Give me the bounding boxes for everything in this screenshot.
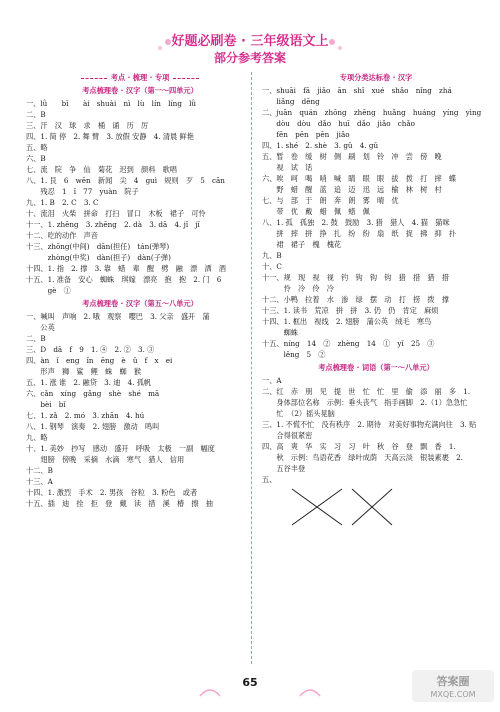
- answer-line: 二、juān quán zhōng zhēng huǎng huáng yíng yìng: [262, 108, 482, 117]
- answer-line: 公英: [26, 323, 55, 332]
- answer-line: 六、唉 呵 喝 哨 喊 睛 眼 眼 拔 拨 打 摔 蝶: [262, 174, 457, 183]
- answer-line: 忙 （2）摇头晃脑: [262, 409, 335, 418]
- answer-line: 九、B: [262, 251, 282, 260]
- answer-line: 一、喊叫 声响 2. 哦 观察 嘤巴 3. 父亲 盛开 蒲: [26, 312, 210, 321]
- answer-line: 八、1. 钢琴 演奏 2. 翅膀 激动 鸣叫: [26, 422, 160, 431]
- answer-line: 十五、níng 14 ② zhèng 14 ① yǐ 25 ③: [262, 339, 435, 348]
- matching-lines-diagram: [282, 485, 402, 529]
- section-heading: 考点梳理卷 · 汉字（第五～八单元）: [82, 299, 198, 308]
- answer-line: 一、shuāi fā jiǎo ān shǐ xué shǎo nǐng zhá: [262, 86, 452, 95]
- answer-line: 蜘蛛: [262, 328, 298, 337]
- answer-line: 十五、插 迪 拴 拒 登 戴 读 措 溪 椿 擦 抽: [26, 499, 213, 508]
- page-number: 65: [242, 676, 258, 689]
- answer-line: 八、1. 孤 孤独 2. 鼓 鼓励 3. 猎 猎人 4. 猫 猫咪: [262, 218, 450, 227]
- watermark-logo: [412, 670, 494, 702]
- svg-text:MXQE.COM: MXQE.COM: [430, 690, 476, 699]
- answer-line: 十四、1. 指 2. 撑 3. 靠 蜡 辈 醒 劈 融 漂 洒 酒: [26, 264, 226, 273]
- answer-line: dòu dòu dǎo huī dǎo jiǎo chǎo: [262, 119, 416, 128]
- answer-line: 二、红 赤 朋 见 提 世 忙 忙 里 偷 添 丽 多 1.: [262, 387, 471, 396]
- answer-line: 视 试 话: [262, 163, 313, 172]
- answer-line: 四、高 爽 华 实 习 习 叶 秋 谷 登 飘 香 1.: [262, 442, 456, 451]
- answer-line: 三、汗 汉 球 求 桶 诵 历 厉: [26, 121, 149, 130]
- answer-line: 十、C: [262, 262, 282, 271]
- answer-line: 六、cǎn xíng gǎng shè shé mā: [26, 389, 160, 398]
- answer-line: fēn pēn pēn jiǎo: [262, 130, 350, 139]
- answer-line: 十、1. 美妙 抄写 感动 盛开 呼吸 太极 一副 幅度: [26, 444, 215, 453]
- left-column: [26, 70, 254, 509]
- answer-line: 形声 狮 鲨 鲤 蛛 蜘 猴: [26, 367, 142, 376]
- answer-line: bèi bǐ: [26, 400, 66, 409]
- answer-line: liǎng dēng: [262, 97, 320, 106]
- answer-line: 六、B: [26, 154, 46, 163]
- right-column: [262, 70, 490, 532]
- answer-line: 拼 摔 拼 挣 扎 纷 纷 扇 纸 捉 拂 抑 扑: [262, 229, 457, 238]
- answer-line: 三、D dā f 9 1. ④ 2. ② 3. ③: [26, 345, 155, 354]
- page-header: [0, 0, 500, 64]
- answer-line: 十四、1. 激烈 手术 2. 男孩 谷粒 3. 粉色 或者: [26, 488, 198, 497]
- answer-line: 十四、1. 框出 视线 2. 翅膀 蒲公英 绒毛 寒鸟: [262, 317, 432, 326]
- answer-line: lěng 5 ②: [262, 350, 326, 359]
- answer-line: 十一、规 现 视 视 钓 钩 钩 钩 猎 措 猎 措: [262, 273, 449, 282]
- answer-line: 合得很紧密: [262, 431, 313, 440]
- answer-line: 五、略: [26, 143, 48, 152]
- answer-line: 身体部位名称 示例：垂头丧气 指手画脚 2.（1）急急忙: [262, 398, 468, 407]
- svg-text:答案圈: 答案圈: [436, 675, 470, 688]
- answer-line: zhòng(中奖) dàn(担子) dàn(子弹): [26, 253, 171, 262]
- answer-line: 怜 冷 伶 冷: [262, 284, 334, 293]
- section-heading: 考点梳理卷 · 汉字（第一～四单元）: [82, 86, 198, 95]
- answer-line: 五、1. 涨 谁 2. 融贷 3. 迪 4. 孤帆: [26, 378, 152, 387]
- section-heading: 专项分类达标卷 · 汉字: [339, 73, 413, 82]
- answer-line: 十二、吃的动作 声音: [26, 231, 98, 240]
- answer-line: 二、B: [26, 110, 46, 119]
- answer-line: gè ①: [26, 286, 71, 295]
- answer-line: 残忍 1 ǐ 77 yuàn 院子: [26, 187, 139, 196]
- answer-line: 十、流泪 火柴 拼命 打扫 冒口 木板 裙子 可怜: [26, 209, 206, 218]
- answer-line: 九、1. B 2. C 3. C: [26, 198, 99, 207]
- answer-line: 十五、1. 准备 安心 蜘蛛 琪嫁 漂亮 抱 抱 2. 门 6: [26, 275, 222, 284]
- answer-line: 一、A: [262, 376, 282, 385]
- answer-line: 一、lǜ bǐ ài shuài nì lù lín líng lǜ: [26, 99, 197, 108]
- answer-line: 五、暂 卷 缓 树 侧 刷 划 铃 冲 尝 傍 晚: [262, 152, 442, 161]
- answer-line: 七、1. zǎ 2. mó 3. zhān 4. hú: [26, 411, 145, 420]
- answer-line: 四、1. 简 停 2. 舞 臂 3. 放假 安静 4. 清晨 鲜艳: [26, 132, 194, 141]
- answer-line: 十三、1. 读书 荒凉 拼 拼 3. 仍 仍 肯定 麻烦: [262, 306, 439, 315]
- answer-line: 四、àn ǐ eng ǐn ēng è ǔ f x ei: [26, 356, 173, 365]
- answer-line: 裙 裙子 槐 槐花: [262, 240, 342, 249]
- answer-line: 二、B: [26, 334, 46, 343]
- answer-line: 四、1. shé 2. shè 3. gǔ 4. gǔ: [262, 141, 379, 150]
- answer-line: 五谷丰登: [262, 464, 306, 473]
- answer-line: 三、1. 不慌不忙 没有秩序 2. 期待 对美好事物充满向往 3. 贴: [262, 420, 477, 429]
- answer-line: 带 优 戴 蜡 佩 蜡 佩: [262, 207, 370, 216]
- answer-line: 七、与 部 于 朗 奔 朗 雾 晴 优: [262, 196, 399, 205]
- answer-line: 野 蜡 醒 蓝 追 迈 迅 远 榆 林 树 村: [262, 185, 442, 194]
- section-heading: 考点梳理卷 · 词语（第一～八单元）: [318, 363, 434, 372]
- answer-line: 十三、zhōng(中间) dān(担任) tán(弹琴): [26, 242, 170, 251]
- answer-line: 十二、小鸭 拉着 水 渗 绿 摆 动 打 捞 拨 撑: [262, 295, 449, 304]
- answer-line: 十二、B: [26, 466, 53, 475]
- page-subtitle: 部分参考答案: [213, 51, 286, 65]
- answer-line: 十三、A: [26, 477, 53, 486]
- page-title: 好题必刷卷 · 三年级语文上: [171, 34, 329, 49]
- answer-line: 九、略: [26, 433, 48, 442]
- answer-line: 翅膀 傍晚 采摘 水滴 寒气 猎人 信用: [26, 455, 185, 464]
- section-heading: 考点 · 梳理 · 专项: [26, 72, 254, 83]
- answer-line: 秋 示例：鸟语花香 绿叶成荫 天高云淡 银装素裹 2.: [262, 453, 463, 462]
- answer-line: 十一、1. zhēng 3. zhēng 2. dà 3. dā 4. jǐ jǐ: [26, 220, 200, 229]
- answer-line: 五、: [262, 475, 277, 484]
- answer-line: 七、流 院 争 仙 菊花 迟到 颜料 歌唱: [26, 165, 177, 174]
- answer-line: 八、1. 艮 6 wēn 新闻 尖 4 guì 规则 歹 5 cān: [26, 176, 225, 185]
